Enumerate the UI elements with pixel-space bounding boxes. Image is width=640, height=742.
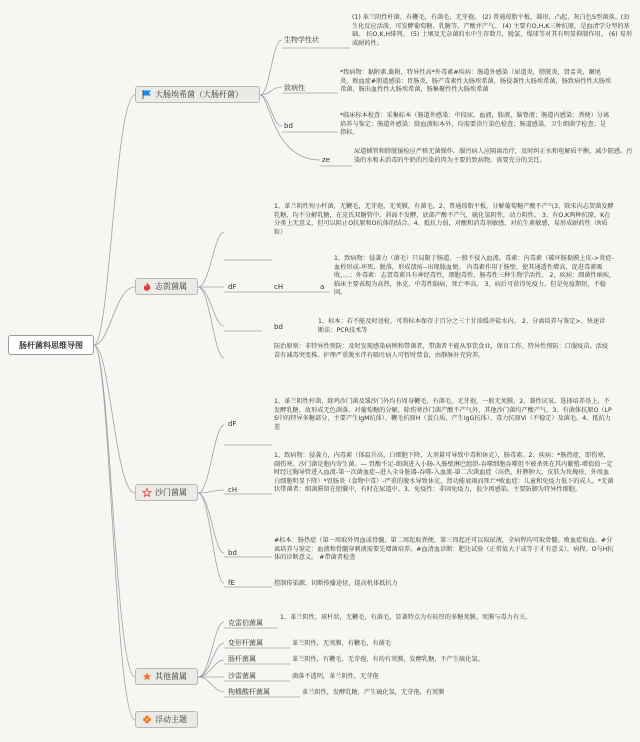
ecoli-path-text: *致病物：黏附素,黏附，特异性高*外毒素#疾病：肠道外感染（尿道炎，膀胱炎，肾盂炎，阑尾炎，败血症#胆道感染：胃肠炎，肠产毒素性大肠埃希菌，肠侵袭性大肠埃希菌，肠致病性性大肠埃希菌，肠出血性性大肠埃希菌，肠集聚性性大肠埃希菌	[340, 69, 612, 94]
salmonella-ch-label: cH	[228, 486, 238, 494]
shigella-ch-label: cH	[274, 283, 284, 291]
ecoli-bio-text: (1) 革兰阴性杆菌，有鞭毛，有菌毛，无芽孢。 (2) 普通琼脂平板，圆形，凸起，灰白色S型菌落。(3)生化反应活泼，可发酵葡萄糖、乳糖等，产酸并产气。 (4) 主要有O,H,K三种抗原，是血清学分型的基础。 抗O,K,H排列。 (5) 土壤及无杂菌的水中生存数月，脱氯，煤球等对其有明显抑制作用。 (6) 易形成耐药性。	[352, 14, 633, 47]
fire-icon	[142, 282, 152, 291]
topic-ecoli-label: 大肠埃希菌（大肠杆菌）	[155, 90, 243, 99]
ecoli-ze-text: 尿道插管和膀胱镜检应严格无菌操作。服污病人应隔离治疗，及时纠正水和电解质平衡，减少院感。污染的水和未消毒的牛奶的污染的肉为主要的致病物，需要充分的烹饪。	[354, 148, 633, 164]
topic-floating[interactable]	[135, 711, 198, 728]
salmonella-ch-text: 1、致病物：侵袭力，内毒素（体温升高，白细胞下降，大剂量可导致中毒和休克），肠毒素。2、疾病：*肠热症，即伤寒，副伤寒。沙门菌是胞内寄生菌。— 胃酸不足-细菌进入小肠-入肠壁淋巴组织-吞噬细胞吞噬但不被杀死在其内繁殖-增值值一定时经过胸导管进入血流-第一次菌血症--进入全身脏器-吞噬-入血流-第二次菌血症（高热，肝脾肿大，皮肤为玫瑰疹，外周血白细胞明显下降）*胃肠炎（食物中毒）-严重的脱水导致休克，肾功能衰竭而死亡*败血症：儿童和免疫力低下的成人。*无菌状带菌者：细菌滞留在胆囊中，有时在尿道中。3、免疫性：非固免疫力，很少再感染。主要防御为特异性细胞。	[274, 452, 614, 494]
others-item-text: 革兰阴性，有鞭毛，无芽孢，有的有荚膜，发酵乳糖，不产生硫化氢。	[292, 656, 484, 663]
shigella-bd-text: 1、标本：若不能及时送检，可将标本保存于百分之三十甘油缓冲盐水内。 2、分离培养与鉴定>、快速诊断法：PCR技术等	[318, 318, 606, 334]
shigella-ch-text: 1、致病物：侵袭力（菌毛）只局限于肠道，一般不侵入血流。毒素：内毒素（破坏肠黏膜上皮->炎症-血栓形成-坏死、脱落，形成溃疡--出现脓血便。 内毒素作用于肠壁，使其通透性增高，促进毒素吸收，。。；外毒素：志贺毒素具有神经毒性，细胞毒性，肠毒性三种生物学活性。 2、疾病：细菌性痢疾，临床主要表现为高热，休克，中毒性脑病，死亡率高。 3、病后可获得免疫力，但是免疫期短，不稳固。	[334, 255, 616, 297]
flower-icon	[142, 715, 152, 724]
others-item-label: 克雷伯菌属	[228, 619, 263, 627]
salmonella-df-label: dF	[228, 420, 237, 428]
ecoli-ze-label: ze	[322, 156, 330, 164]
star-outline-icon	[142, 488, 152, 497]
ecoli-bio-label: 生物学性状	[284, 36, 319, 44]
topic-others-label: 其他菌属	[155, 672, 187, 681]
others-item-text: 革兰阴性，无荚膜，有鞭毛，有菌毛	[292, 640, 391, 647]
ecoli-bd-text: *临床标本检查：采集标本（肠道外感染：中段尿，血液，脓液，脑脊液；肠道内感染：粪便）分离培养与鉴定；肠道外感染：除血液标本外，均需要涂片染色检查；肠道感染，卫生细菌学检查；是指标。	[340, 112, 610, 137]
shigella-df-label: dF	[228, 283, 237, 291]
shigella-prev-text: 防治原则：非特异性预防：及时发现感染病例和带菌者，带菌者不能从事饮食业，保育工作。特异性预防：口服疫苗。活疫苗有减毒突变株。护理严重脱水伴有吸吐病人可暂时禁食，由静脉补充营养。	[274, 343, 609, 359]
root-topic[interactable]: 肠杆菌科思维导图	[8, 335, 94, 355]
others-item-text: 革兰阴性，发酵乳糖，产生硫化氢，无芽孢，有荚膜	[302, 689, 445, 696]
ecoli-path-label: 致病性	[284, 84, 305, 92]
topic-floating-label: 浮动主题	[155, 715, 187, 724]
others-item-text: 1、革兰阴性，球杆状，无鞭毛，有菌毛，显著特点为有较厚的多糖荚膜。荚膜与毒力有关。	[280, 614, 532, 621]
shigella-bd-label: bd	[274, 323, 283, 331]
topic-shigella-label: 志贺菌属	[155, 282, 187, 291]
others-item-label: 肠杆菌属	[228, 655, 256, 663]
topic-ecoli[interactable]	[135, 86, 260, 103]
topic-others[interactable]	[135, 668, 198, 685]
salmonella-fe-label: fE	[228, 579, 235, 587]
salmonella-bd-label: bd	[228, 549, 237, 557]
others-item-label: 变形杆菌属	[228, 639, 263, 647]
flag-icon	[142, 90, 152, 99]
salmonella-fe-text: 控制传染源，切断传播途径，提高机体抵抗力	[274, 580, 398, 587]
shigella-df-text: 1、革兰阴性短小杆菌，无鞭毛，无芽孢，无荚膜，有菌毛。2、普通琼脂平板，分解葡萄糖产酸不产气3、除宋内志贺菌发酵乳糖，均不分解乳糖，在克氏双糖管中，斜面不发酵，底部产酸不产气，硫化氢阴性，动力阴性。 3、有O,K两种抗原，K在分类上无意义，但可以阻止O抗原和O抗体的结合。4、抵抗力弱，对酸和消毒剂敏感，对抗生素敏感，易形成耐药性（R质粒）	[274, 203, 614, 236]
topic-salmonella[interactable]	[135, 484, 198, 501]
star-icon	[142, 672, 152, 681]
salmonella-bd-text: #标本：肠热症（第一周取外周血或骨髓，第二周起取粪便，第三周起还可以取尿液，全病程均可取骨髓。败血症取血。#分离培养与鉴定：血液和骨髓穿刺液需要先增菌培养。#血清血诊断：肥达试验（正常值大于或等于才有意义），病程。O与H抗体的诊断意义。 #带菌者检查	[274, 537, 614, 562]
salmonella-df-text: 1、革兰阴性杆菌，除鸡沙门菌及雏沙门外均有周身鞭毛，有菌毛，无芽孢，一般无荚膜。2、兼性厌氧，选择培养基上，不发酵乳糖，故形成无色菌落。对葡萄糖的分解，除伤寒沙门菌产酸不产气外，其他沙门菌均产酸产气。3、有菌体抗原O（LPS中的特异多糖部分，主要产生IgM抗体）、鞭毛抗原H（蛋白质，产生IgG抗体）、毒力抗原Vi（不稳定）及菌毛。4、抵抗力差	[274, 398, 612, 431]
shigella-a-label: a	[320, 283, 325, 291]
others-item-label: 枸橼酸杆菌属	[228, 688, 270, 696]
topic-shigella[interactable]	[135, 278, 198, 295]
ecoli-bd-label: bd	[284, 122, 293, 130]
topic-salmonella-label: 沙门菌属	[155, 488, 187, 497]
others-item-text: 菌落不透明，革兰阴性，无芽孢	[292, 673, 379, 680]
others-item-label: 沙雷菌属	[228, 672, 256, 680]
